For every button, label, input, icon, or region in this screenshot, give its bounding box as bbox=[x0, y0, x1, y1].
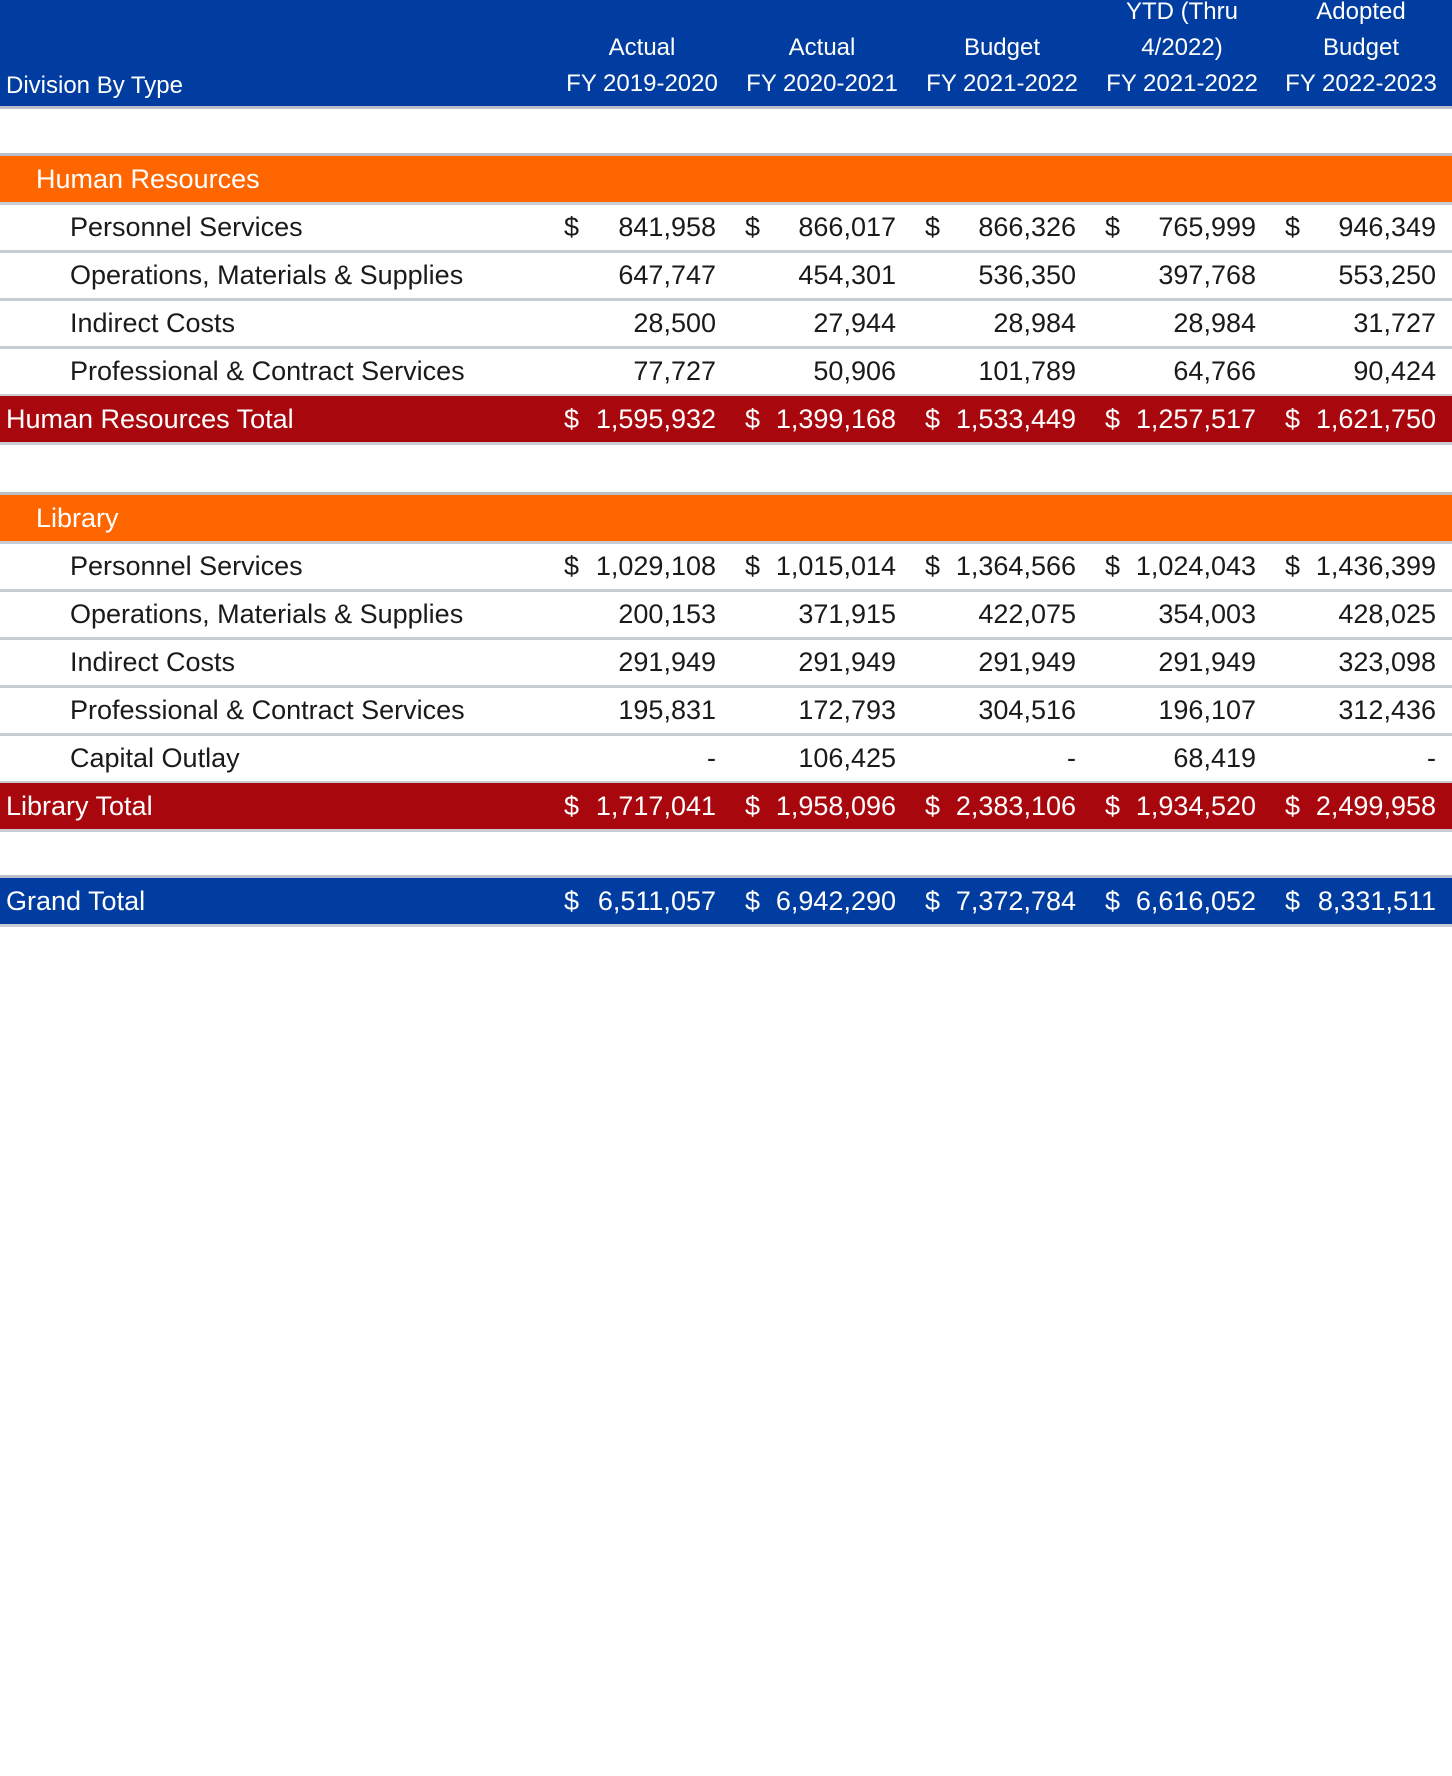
currency-symbol: $ bbox=[925, 212, 941, 242]
line-item-label: Professional & Contract Services bbox=[70, 695, 465, 725]
header-row-label: Division By Type bbox=[6, 72, 183, 99]
currency-symbol: $ bbox=[745, 551, 761, 581]
amount-cell: 553,250 bbox=[1338, 260, 1436, 290]
currency-symbol: $ bbox=[745, 212, 761, 242]
amount-cell: 1,257,517 bbox=[1135, 403, 1256, 434]
amount-cell: 1,364,566 bbox=[955, 551, 1076, 581]
currency-symbol: $ bbox=[564, 551, 580, 581]
amount-cell: 106,425 bbox=[798, 743, 896, 773]
currency-symbol: $ bbox=[1285, 212, 1301, 242]
column-header bbox=[732, 0, 912, 106]
amount-cell: 312,436 bbox=[1338, 695, 1436, 725]
line-item-label: Capital Outlay bbox=[70, 743, 240, 773]
amount-cell: 101,789 bbox=[978, 356, 1076, 386]
amount-cell: 6,511,057 bbox=[597, 885, 716, 916]
column-header-line: FY 2021-2022 bbox=[926, 70, 1078, 97]
amount-cell: 8,331,511 bbox=[1317, 885, 1436, 916]
amount-cell: 50,906 bbox=[813, 356, 896, 386]
grand-total-label: Grand Total bbox=[6, 885, 146, 916]
line-item-row bbox=[0, 688, 1452, 736]
grand-total-row bbox=[0, 875, 1452, 927]
amount-cell: 536,350 bbox=[978, 260, 1076, 290]
amount-cell: 28,984 bbox=[1173, 308, 1256, 338]
amount-cell: 354,003 bbox=[1158, 599, 1256, 629]
amount-cell: 428,025 bbox=[1338, 599, 1436, 629]
column-header-line: Budget bbox=[1322, 34, 1400, 61]
amount-cell: 397,768 bbox=[1158, 260, 1256, 290]
line-item-row bbox=[0, 205, 1452, 253]
amount-cell: 27,944 bbox=[813, 308, 896, 338]
line-item-label: Indirect Costs bbox=[70, 308, 236, 338]
amount-cell: 866,326 bbox=[978, 212, 1076, 242]
line-item-label: Professional & Contract Services bbox=[70, 356, 465, 386]
amount-cell: 31,727 bbox=[1353, 308, 1436, 338]
column-header-line: Actual bbox=[788, 34, 856, 61]
currency-symbol: $ bbox=[1285, 790, 1301, 821]
amount-cell: 866,017 bbox=[798, 212, 896, 242]
currency-symbol: $ bbox=[745, 885, 761, 916]
currency-symbol: $ bbox=[1285, 403, 1301, 434]
amount-cell: 200,153 bbox=[618, 599, 716, 629]
line-item-row bbox=[0, 736, 1452, 784]
amount-cell: 7,372,784 bbox=[955, 885, 1076, 916]
amount-cell: 841,958 bbox=[618, 212, 716, 242]
column-header-line: FY 2022-2023 bbox=[1285, 70, 1437, 97]
currency-symbol: $ bbox=[1105, 403, 1121, 434]
line-item-label: Personnel Services bbox=[70, 212, 303, 242]
amount-cell: 1,015,014 bbox=[775, 551, 896, 581]
currency-symbol: $ bbox=[925, 885, 941, 916]
column-header-line: FY 2021-2022 bbox=[1106, 70, 1258, 97]
amount-cell: 1,595,932 bbox=[595, 403, 716, 434]
currency-symbol: $ bbox=[564, 885, 580, 916]
column-header bbox=[1092, 0, 1272, 106]
column-header bbox=[552, 0, 732, 106]
currency-symbol: $ bbox=[1105, 790, 1121, 821]
amount-cell: 1,399,168 bbox=[775, 403, 896, 434]
section-total-row bbox=[0, 783, 1452, 832]
amount-cell: 90,424 bbox=[1353, 356, 1436, 386]
column-header-line: FY 2019-2020 bbox=[566, 70, 718, 97]
section-title: Library bbox=[36, 502, 119, 533]
amount-cell: 172,793 bbox=[798, 695, 896, 725]
column-header-line: Actual bbox=[608, 34, 676, 61]
amount-cell: 1,621,750 bbox=[1315, 403, 1436, 434]
amount-cell: 304,516 bbox=[978, 695, 1076, 725]
amount-cell: 1,436,399 bbox=[1315, 551, 1436, 581]
amount-cell: 323,098 bbox=[1338, 647, 1436, 677]
amount-cell: - bbox=[707, 743, 716, 773]
amount-cell: 2,383,106 bbox=[955, 790, 1076, 821]
currency-symbol: $ bbox=[925, 403, 941, 434]
column-header-line: FY 2020-2021 bbox=[746, 70, 898, 97]
section-header bbox=[0, 153, 1452, 205]
column-header bbox=[1271, 0, 1451, 106]
currency-symbol: $ bbox=[1105, 212, 1121, 242]
currency-symbol: $ bbox=[564, 403, 580, 434]
line-item-row bbox=[0, 640, 1452, 688]
section-total-row bbox=[0, 396, 1452, 445]
line-item-label: Personnel Services bbox=[70, 551, 303, 581]
amount-cell: 6,942,290 bbox=[775, 885, 896, 916]
column-header-line: Adopted bbox=[1316, 0, 1406, 25]
currency-symbol: $ bbox=[925, 790, 941, 821]
amount-cell: 371,915 bbox=[798, 599, 896, 629]
amount-cell: 1,958,096 bbox=[775, 790, 896, 821]
amount-cell: 422,075 bbox=[978, 599, 1076, 629]
amount-cell: 1,934,520 bbox=[1135, 790, 1256, 821]
currency-symbol: $ bbox=[925, 551, 941, 581]
line-item-row bbox=[0, 253, 1452, 301]
table-header bbox=[0, 0, 1452, 109]
line-item-label: Operations, Materials & Supplies bbox=[70, 599, 464, 629]
currency-symbol: $ bbox=[1285, 551, 1301, 581]
currency-symbol: $ bbox=[1285, 885, 1301, 916]
amount-cell: 1,029,108 bbox=[595, 551, 716, 581]
amount-cell: 1,533,449 bbox=[955, 403, 1076, 434]
amount-cell: 647,747 bbox=[618, 260, 716, 290]
amount-cell: 77,727 bbox=[633, 356, 716, 386]
amount-cell: 195,831 bbox=[618, 695, 716, 725]
currency-symbol: $ bbox=[1105, 551, 1121, 581]
amount-cell: 1,024,043 bbox=[1135, 551, 1256, 581]
section-header bbox=[0, 492, 1452, 544]
line-item-label: Operations, Materials & Supplies bbox=[70, 260, 464, 290]
amount-cell: 946,349 bbox=[1338, 212, 1436, 242]
amount-cell: 291,949 bbox=[978, 647, 1076, 677]
amount-cell: 765,999 bbox=[1158, 212, 1256, 242]
amount-cell: 28,500 bbox=[633, 308, 716, 338]
amount-cell: 1,717,041 bbox=[595, 790, 716, 821]
column-header-line: 4/2022) bbox=[1141, 34, 1223, 61]
amount-cell: 196,107 bbox=[1158, 695, 1256, 725]
amount-cell: 291,949 bbox=[1158, 647, 1256, 677]
line-item-row bbox=[0, 349, 1452, 397]
amount-cell: 2,499,958 bbox=[1315, 790, 1436, 821]
amount-cell: 454,301 bbox=[798, 260, 896, 290]
amount-cell: 291,949 bbox=[618, 647, 716, 677]
currency-symbol: $ bbox=[564, 212, 580, 242]
currency-symbol: $ bbox=[564, 790, 580, 821]
amount-cell: 68,419 bbox=[1173, 743, 1256, 773]
section-total-label: Human Resources Total bbox=[6, 403, 294, 434]
currency-symbol: $ bbox=[1105, 885, 1121, 916]
section-total-label: Library Total bbox=[6, 790, 153, 821]
amount-cell: - bbox=[1427, 743, 1436, 773]
amount-cell: 6,616,052 bbox=[1135, 885, 1256, 916]
line-item-row bbox=[0, 301, 1452, 349]
line-item-label: Indirect Costs bbox=[70, 647, 236, 677]
column-header bbox=[912, 0, 1092, 106]
currency-symbol: $ bbox=[745, 403, 761, 434]
amount-cell: 291,949 bbox=[798, 647, 896, 677]
line-item-row bbox=[0, 544, 1452, 592]
column-header-line: YTD (Thru bbox=[1125, 0, 1238, 25]
currency-symbol: $ bbox=[745, 790, 761, 821]
column-header-line: Budget bbox=[963, 34, 1041, 61]
line-item-row bbox=[0, 592, 1452, 640]
section-title: Human Resources bbox=[36, 163, 260, 194]
amount-cell: 64,766 bbox=[1173, 356, 1256, 386]
amount-cell: - bbox=[1067, 743, 1076, 773]
amount-cell: 28,984 bbox=[993, 308, 1076, 338]
